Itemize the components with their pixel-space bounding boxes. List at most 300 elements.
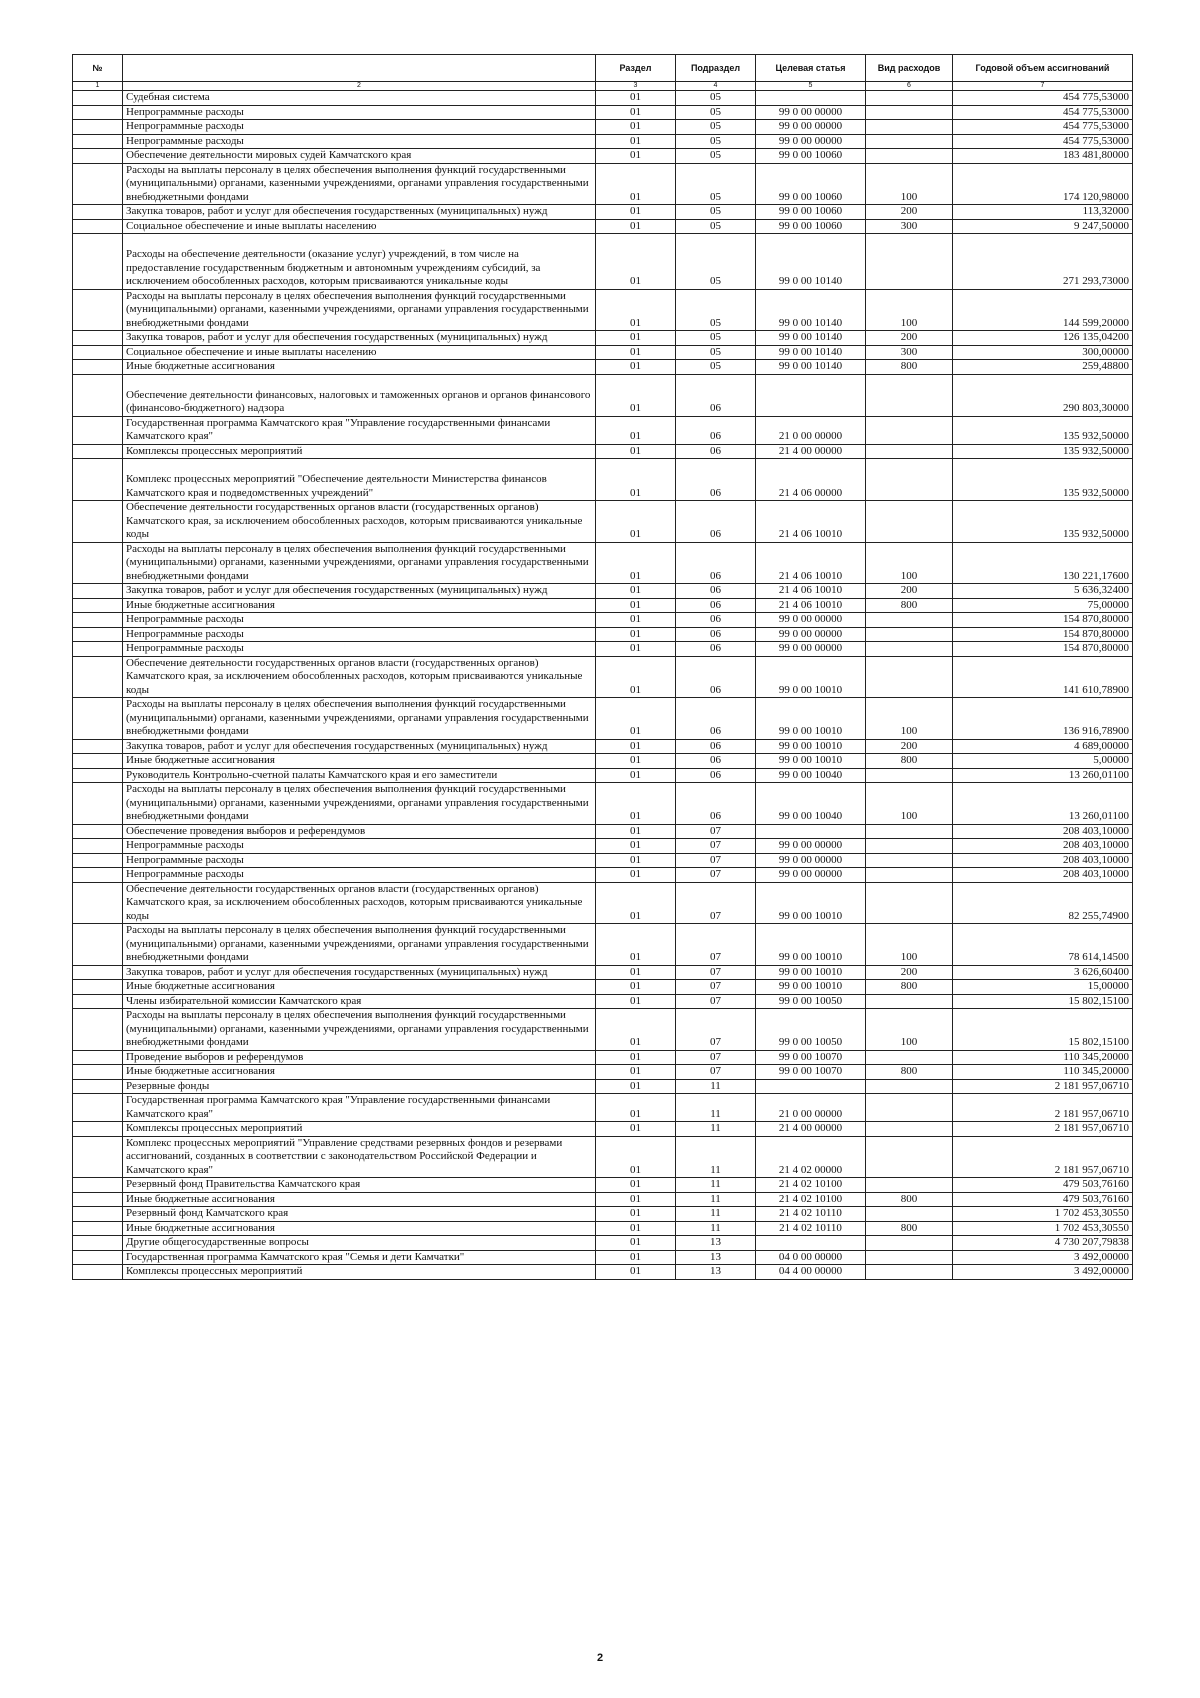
table-row [73,868,1133,883]
cell-name: Комплексы процессных мероприятий [123,1122,596,1137]
cell-section: 01 [596,416,676,444]
cell-section: 01 [596,1178,676,1193]
cell-number [73,459,123,501]
cell-name: Иные бюджетные ассигнования [123,754,596,769]
cell-expense-type: 100 [866,924,953,966]
table-row [73,289,1133,331]
cell-amount: 110 345,20000 [953,1050,1133,1065]
cell-section: 01 [596,374,676,416]
cell-subsection: 11 [676,1221,756,1236]
table-row [73,1178,1133,1193]
cell-subsection: 06 [676,783,756,825]
cell-name: Непрограммные расходы [123,868,596,883]
col-header-number: № [73,55,123,82]
cell-target: 99 0 00 00000 [756,627,866,642]
cell-amount: 208 403,10000 [953,853,1133,868]
cell-amount: 2 181 957,06710 [953,1094,1133,1122]
cell-name: Государственная программа Камчатского края "Управление государственными финансами Камчатского края" [123,1094,596,1122]
cell-section: 01 [596,853,676,868]
cell-number [73,374,123,416]
cell-amount: 454 775,53000 [953,120,1133,135]
cell-expense-type [866,416,953,444]
cell-amount: 479 503,76160 [953,1192,1133,1207]
table-row [73,783,1133,825]
cell-target: 99 0 00 10140 [756,234,866,290]
cell-subsection: 06 [676,584,756,599]
column-number-row [73,82,1133,91]
cell-expense-type [866,120,953,135]
table-row [73,1236,1133,1251]
cell-number [73,134,123,149]
cell-section: 01 [596,345,676,360]
cell-expense-type [866,444,953,459]
cell-amount: 290 803,30000 [953,374,1133,416]
cell-number [73,980,123,995]
cell-name: Комплекс процессных мероприятий "Управление средствами резервных фондов и резервами ассигнований, созданных в соответствии с законодательством Российской Федерации и Камчатского края" [123,1136,596,1178]
cell-subsection: 06 [676,459,756,501]
cell-target: 21 4 06 00000 [756,459,866,501]
cell-amount: 3 626,60400 [953,965,1133,980]
table-row [73,219,1133,234]
cell-section: 01 [596,1250,676,1265]
cell-section: 01 [596,134,676,149]
cell-expense-type [866,868,953,883]
cell-name: Непрограммные расходы [123,839,596,854]
cell-subsection: 07 [676,824,756,839]
cell-subsection: 07 [676,868,756,883]
cell-subsection: 05 [676,134,756,149]
cell-expense-type: 800 [866,1221,953,1236]
cell-subsection: 07 [676,924,756,966]
cell-target: 99 0 00 10060 [756,149,866,164]
table-row [73,1221,1133,1236]
cell-section: 01 [596,1094,676,1122]
cell-name: Обеспечение деятельности государственных органов власти (государственных органов) Камчатского края, за исключением обособленных расходов, которым присваиваются уникальные коды [123,882,596,924]
cell-amount: 110 345,20000 [953,1065,1133,1080]
cell-section: 01 [596,656,676,698]
cell-section: 01 [596,219,676,234]
cell-amount: 5,00000 [953,754,1133,769]
cell-number [73,331,123,346]
cell-target: 99 0 00 10060 [756,205,866,220]
cell-subsection: 05 [676,234,756,290]
cell-section: 01 [596,584,676,599]
cell-amount: 4 730 207,79838 [953,1236,1133,1251]
cell-expense-type: 800 [866,1192,953,1207]
cell-number [73,1094,123,1122]
cell-amount: 271 293,73000 [953,234,1133,290]
cell-number [73,642,123,657]
cell-number [73,739,123,754]
cell-section: 01 [596,289,676,331]
cell-number [73,598,123,613]
cell-expense-type: 800 [866,598,953,613]
cell-name: Иные бюджетные ассигнования [123,980,596,995]
cell-expense-type: 100 [866,289,953,331]
cell-number [73,656,123,698]
cell-amount: 259,48800 [953,360,1133,375]
cell-subsection: 06 [676,656,756,698]
col-number: 1 [73,82,123,91]
cell-expense-type [866,501,953,543]
table-row [73,739,1133,754]
table-row [73,345,1133,360]
cell-section: 01 [596,924,676,966]
table-row [73,120,1133,135]
cell-subsection: 06 [676,768,756,783]
cell-subsection: 11 [676,1192,756,1207]
cell-name: Резервный фонд Камчатского края [123,1207,596,1222]
cell-subsection: 07 [676,994,756,1009]
cell-amount: 15 802,15100 [953,1009,1133,1051]
cell-amount: 136 916,78900 [953,698,1133,740]
cell-section: 01 [596,1192,676,1207]
cell-name: Иные бюджетные ассигнования [123,360,596,375]
cell-section: 01 [596,331,676,346]
table-row [73,824,1133,839]
cell-expense-type: 200 [866,739,953,754]
table-row [73,374,1133,416]
cell-section: 01 [596,994,676,1009]
cell-expense-type [866,1236,953,1251]
cell-number [73,205,123,220]
cell-target: 99 0 00 10070 [756,1050,866,1065]
table-row [73,656,1133,698]
table-row [73,980,1133,995]
cell-number [73,501,123,543]
cell-section: 01 [596,768,676,783]
cell-amount: 9 247,50000 [953,219,1133,234]
cell-target: 21 4 06 10010 [756,584,866,599]
table-row [73,149,1133,164]
cell-target: 99 0 00 10010 [756,754,866,769]
cell-section: 01 [596,1265,676,1280]
cell-target: 21 4 02 00000 [756,1136,866,1178]
cell-expense-type [866,1207,953,1222]
cell-expense-type: 200 [866,584,953,599]
cell-amount: 454 775,53000 [953,134,1133,149]
cell-expense-type [866,234,953,290]
cell-number [73,1065,123,1080]
cell-target: 21 4 06 10010 [756,598,866,613]
cell-expense-type [866,1122,953,1137]
cell-number [73,120,123,135]
cell-name: Непрограммные расходы [123,120,596,135]
cell-amount: 135 932,50000 [953,501,1133,543]
cell-subsection: 06 [676,444,756,459]
cell-subsection: 06 [676,642,756,657]
page-number: 2 [596,1652,604,1664]
cell-name: Обеспечение деятельности государственных органов власти (государственных органов) Камчатского края, за исключением обособленных расходов, которым присваиваются уникальные коды [123,656,596,698]
cell-name: Закупка товаров, работ и услуг для обеспечения государственных (муниципальных) нужд [123,739,596,754]
cell-section: 01 [596,598,676,613]
table-row [73,1050,1133,1065]
cell-section: 01 [596,105,676,120]
cell-name: Непрограммные расходы [123,613,596,628]
cell-subsection: 05 [676,163,756,205]
cell-name: Резервный фонд Правительства Камчатского края [123,1178,596,1193]
cell-section: 01 [596,91,676,106]
cell-subsection: 11 [676,1178,756,1193]
cell-target [756,1079,866,1094]
cell-name: Закупка товаров, работ и услуг для обеспечения государственных (муниципальных) нужд [123,584,596,599]
cell-target: 99 0 00 10010 [756,739,866,754]
cell-number [73,219,123,234]
cell-section: 01 [596,839,676,854]
cell-amount: 78 614,14500 [953,924,1133,966]
col-header-target: Целевая статья [756,55,866,82]
cell-name: Закупка товаров, работ и услуг для обеспечения государственных (муниципальных) нужд [123,205,596,220]
cell-expense-type [866,1250,953,1265]
cell-number [73,105,123,120]
table-row [73,360,1133,375]
cell-amount: 130 221,17600 [953,542,1133,584]
cell-section: 01 [596,824,676,839]
cell-target: 99 0 00 00000 [756,105,866,120]
cell-target: 99 0 00 10140 [756,331,866,346]
col-header-name [123,55,596,82]
cell-number [73,584,123,599]
cell-number [73,1236,123,1251]
cell-expense-type: 200 [866,965,953,980]
cell-expense-type: 200 [866,205,953,220]
cell-amount: 454 775,53000 [953,91,1133,106]
cell-number [73,768,123,783]
cell-expense-type [866,1178,953,1193]
cell-amount: 5 636,32400 [953,584,1133,599]
cell-name: Непрограммные расходы [123,853,596,868]
table-row [73,1265,1133,1280]
table-row [73,1009,1133,1051]
cell-amount: 13 260,01100 [953,783,1133,825]
table-row [73,234,1133,290]
cell-name: Другие общегосударственные вопросы [123,1236,596,1251]
col-header-amount: Годовой объем ассигнований [953,55,1133,82]
cell-target: 21 4 02 10110 [756,1221,866,1236]
cell-subsection: 07 [676,853,756,868]
cell-target: 99 0 00 10070 [756,1065,866,1080]
cell-target: 99 0 00 10060 [756,163,866,205]
cell-target: 21 4 02 10110 [756,1207,866,1222]
cell-amount: 82 255,74900 [953,882,1133,924]
cell-section: 01 [596,444,676,459]
cell-subsection: 05 [676,105,756,120]
table-row [73,501,1133,543]
cell-subsection: 13 [676,1236,756,1251]
cell-target: 99 0 00 10010 [756,980,866,995]
cell-expense-type: 800 [866,980,953,995]
cell-subsection: 06 [676,739,756,754]
cell-expense-type [866,882,953,924]
cell-number [73,1221,123,1236]
cell-name: Иные бюджетные ассигнования [123,598,596,613]
cell-section: 01 [596,234,676,290]
table-row [73,754,1133,769]
cell-subsection: 05 [676,149,756,164]
cell-name: Расходы на выплаты персоналу в целях обеспечения выполнения функций государственными (муниципальными) органами, казенными учреждениями, органами управления государственными внебюджетными фондами [123,783,596,825]
cell-name: Социальное обеспечение и иные выплаты населению [123,345,596,360]
table-row [73,1079,1133,1094]
cell-section: 01 [596,739,676,754]
cell-expense-type [866,374,953,416]
cell-expense-type [866,459,953,501]
col-number: 2 [123,82,596,91]
col-header-section: Раздел [596,55,676,82]
table-body [73,91,1133,1280]
cell-subsection: 11 [676,1079,756,1094]
cell-target: 99 0 00 10010 [756,656,866,698]
cell-number [73,1265,123,1280]
cell-subsection: 11 [676,1094,756,1122]
cell-subsection: 13 [676,1250,756,1265]
cell-number [73,994,123,1009]
cell-section: 01 [596,868,676,883]
cell-target [756,1236,866,1251]
cell-number [73,783,123,825]
table-row [73,1136,1133,1178]
cell-name: Непрограммные расходы [123,627,596,642]
table-row [73,1094,1133,1122]
cell-section: 01 [596,1136,676,1178]
table-row [73,444,1133,459]
cell-name: Иные бюджетные ассигнования [123,1065,596,1080]
cell-section: 01 [596,542,676,584]
cell-name: Закупка товаров, работ и услуг для обеспечения государственных (муниципальных) нужд [123,331,596,346]
cell-section: 01 [596,1221,676,1236]
cell-target: 99 0 00 00000 [756,839,866,854]
cell-target: 99 0 00 10010 [756,882,866,924]
cell-number [73,345,123,360]
cell-expense-type [866,91,953,106]
cell-expense-type [866,613,953,628]
cell-name: Резервные фонды [123,1079,596,1094]
cell-section: 01 [596,613,676,628]
cell-expense-type [866,1079,953,1094]
cell-name: Комплекс процессных мероприятий "Обеспечение деятельности Министерства финансов Камчатского края и подведомственных учреждений" [123,459,596,501]
cell-number [73,1079,123,1094]
table-row [73,1192,1133,1207]
cell-subsection: 06 [676,501,756,543]
cell-amount: 454 775,53000 [953,105,1133,120]
cell-section: 01 [596,1207,676,1222]
cell-target: 21 4 00 00000 [756,444,866,459]
cell-target: 21 4 06 10010 [756,501,866,543]
cell-target: 21 4 02 10100 [756,1178,866,1193]
cell-amount: 141 610,78900 [953,656,1133,698]
cell-name: Расходы на выплаты персоналу в целях обеспечения выполнения функций государственными (муниципальными) органами, казенными учреждениями, органами управления государственными внебюджетными фондами [123,542,596,584]
cell-name: Расходы на выплаты персоналу в целях обеспечения выполнения функций государственными (муниципальными) органами, казенными учреждениями, органами управления государственными внебюджетными фондами [123,163,596,205]
table-header-row [73,55,1133,82]
table-row [73,331,1133,346]
col-number: 3 [596,82,676,91]
cell-amount: 208 403,10000 [953,824,1133,839]
cell-name: Иные бюджетные ассигнования [123,1192,596,1207]
cell-subsection: 07 [676,1050,756,1065]
table-row [73,163,1133,205]
cell-amount: 154 870,80000 [953,627,1133,642]
cell-number [73,1207,123,1222]
table-row [73,627,1133,642]
cell-amount: 4 689,00000 [953,739,1133,754]
cell-amount: 208 403,10000 [953,839,1133,854]
cell-section: 01 [596,754,676,769]
cell-target: 04 0 00 00000 [756,1250,866,1265]
cell-expense-type [866,627,953,642]
cell-amount: 2 181 957,06710 [953,1136,1133,1178]
cell-expense-type: 100 [866,698,953,740]
cell-name: Социальное обеспечение и иные выплаты населению [123,219,596,234]
cell-subsection: 05 [676,219,756,234]
cell-section: 01 [596,642,676,657]
cell-target: 21 4 02 10100 [756,1192,866,1207]
cell-section: 01 [596,120,676,135]
table-row [73,1207,1133,1222]
cell-subsection: 06 [676,754,756,769]
cell-number [73,868,123,883]
cell-name: Непрограммные расходы [123,134,596,149]
cell-subsection: 07 [676,882,756,924]
cell-subsection: 06 [676,542,756,584]
cell-subsection: 06 [676,698,756,740]
cell-section: 01 [596,459,676,501]
cell-subsection: 06 [676,374,756,416]
cell-subsection: 07 [676,980,756,995]
cell-name: Государственная программа Камчатского края "Управление государственными финансами Камчатского края" [123,416,596,444]
cell-expense-type [866,1094,953,1122]
cell-section: 01 [596,783,676,825]
cell-target: 99 0 00 10050 [756,994,866,1009]
cell-name: Обеспечение деятельности мировых судей Камчатского края [123,149,596,164]
cell-target: 99 0 00 10140 [756,345,866,360]
cell-expense-type [866,642,953,657]
cell-amount: 113,32000 [953,205,1133,220]
table-row [73,1065,1133,1080]
cell-expense-type: 200 [866,331,953,346]
cell-number [73,416,123,444]
col-number: 7 [953,82,1133,91]
cell-section: 01 [596,1236,676,1251]
cell-number [73,882,123,924]
cell-amount: 144 599,20000 [953,289,1133,331]
table-row [73,416,1133,444]
cell-subsection: 11 [676,1207,756,1222]
cell-expense-type: 800 [866,360,953,375]
cell-subsection: 06 [676,627,756,642]
cell-expense-type [866,149,953,164]
cell-target: 99 0 00 10060 [756,219,866,234]
cell-subsection: 05 [676,345,756,360]
cell-amount: 135 932,50000 [953,459,1133,501]
table-row [73,598,1133,613]
cell-section: 01 [596,965,676,980]
cell-section: 01 [596,698,676,740]
cell-section: 01 [596,1122,676,1137]
budget-page [72,54,1132,1280]
cell-name: Расходы на обеспечение деятельности (оказание услуг) учреждений, в том числе на предоставление государственным бюджетным и автономным учреждениям субсидий, за исключением обособленных расходов, которым присваиваются уникальные коды [123,234,596,290]
cell-number [73,149,123,164]
table-row [73,105,1133,120]
cell-section: 01 [596,501,676,543]
cell-expense-type [866,134,953,149]
cell-amount: 135 932,50000 [953,416,1133,444]
table-row [73,642,1133,657]
cell-target: 21 0 00 00000 [756,416,866,444]
cell-name: Расходы на выплаты персоналу в целях обеспечения выполнения функций государственными (муниципальными) органами, казенными учреждениями, органами управления государственными внебюджетными фондами [123,289,596,331]
cell-expense-type: 300 [866,345,953,360]
cell-amount: 154 870,80000 [953,613,1133,628]
cell-target: 99 0 00 10050 [756,1009,866,1051]
cell-target: 99 0 00 10140 [756,360,866,375]
